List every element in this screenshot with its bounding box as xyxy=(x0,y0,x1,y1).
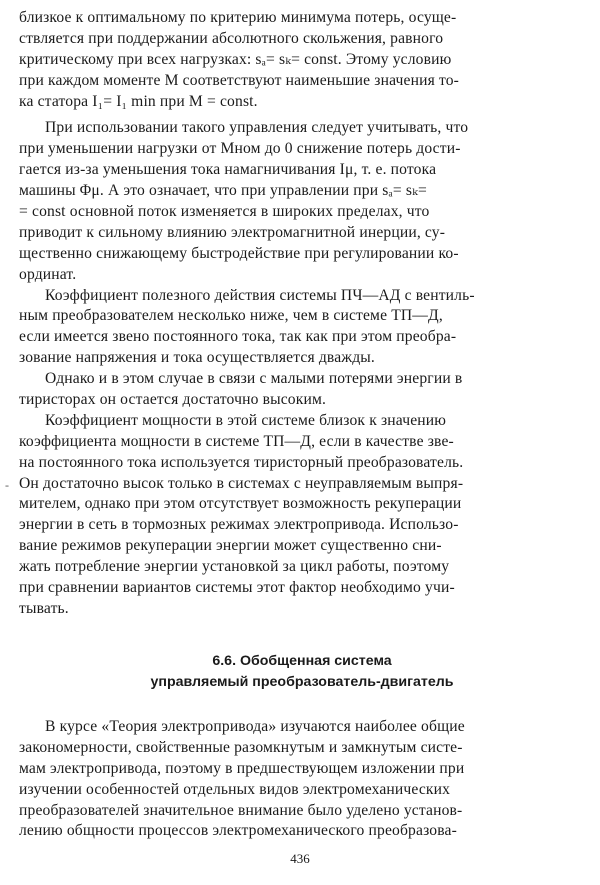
text-line: мам электропривода, поэтому в предшествующем изложении при xyxy=(19,759,465,777)
text-line: при каждом моменте M соответствуют наименьшие значения то- xyxy=(19,71,460,89)
text-line: если имеется звено постоянного тока, так как при этом преобра- xyxy=(19,328,457,346)
text-line: Однако и в этом случае в связи с малыми потерями энергии в xyxy=(45,370,463,388)
text-line: преобразователей значительное внимание было уделено установ- xyxy=(19,801,463,819)
text-line: лению общности процессов электромеханического преобразова- xyxy=(19,822,457,840)
text-line: закономерности, свойственные разомкнутым и замкнутым систе- xyxy=(19,738,463,756)
text-line: Коэффициент полезного действия системы ПЧ—АД с вентиль- xyxy=(45,286,475,304)
paragraph xyxy=(19,286,585,370)
text-line: ствляется при поддержании абсолютного скольжения, равного xyxy=(19,29,444,47)
text-line: В курсе «Теория электропривода» изучаются наиболее общие xyxy=(45,718,465,735)
text-line: мителем, однако при этом отсутствует возможность рекуперации xyxy=(19,495,462,513)
section-heading xyxy=(19,651,585,693)
text-line: вание режимов рекуперации энергии может существенно сни- xyxy=(19,537,442,555)
text-line: ка статора I₁= I₁ min при M = const. xyxy=(19,92,258,110)
text-line: Он достаточно высок только в системах с неуправляемым выпря- xyxy=(19,474,464,492)
text-line: зование напряжения и тока осуществляется дважды. xyxy=(19,349,375,367)
text-line: энергии в сеть в тормозных режимах электропривода. Использо- xyxy=(19,516,459,534)
text-line: тывать. xyxy=(19,599,69,617)
page-number: 436 xyxy=(290,851,310,866)
text-line: При использовании такого управления следует учитывать, что xyxy=(45,119,469,137)
text-line: тиристорах он остается достаточно высоким. xyxy=(19,391,327,409)
text-line: критическому при всех нагрузках: sₐ= sₖ= const. Этому условию xyxy=(19,50,452,68)
text-line: при сравнении вариантов системы этот фактор необходимо учи- xyxy=(19,579,455,597)
paragraph xyxy=(19,8,585,112)
text-line: гается из-за уменьшения тока намагничивания Iμ, т. е. потока xyxy=(19,161,437,179)
text-line: = const основной поток изменяется в широких пределах, что xyxy=(19,203,430,221)
section-title-line: управляемый преобразователь-двигатель xyxy=(150,674,454,690)
margin-mark: - xyxy=(5,478,9,492)
text-line: при уменьшении нагрузки от Mном до 0 снижение потерь дости- xyxy=(19,140,461,158)
section-paragraph xyxy=(19,717,585,842)
paragraph xyxy=(19,411,585,620)
text-line: приводит к сильному влиянию электромагнитной инерции, су- xyxy=(19,223,446,241)
text-line: щественно снижающему быстродействие при регулировании ко- xyxy=(19,244,459,262)
text-line: ординат. xyxy=(19,265,77,283)
text-line: на постоянного тока используется тиристорный преобразователь. xyxy=(19,453,464,471)
page-body xyxy=(19,8,585,620)
text-line: машины Φμ. А это означает, что при управлении при sₐ= sₖ= xyxy=(19,182,427,200)
paragraph xyxy=(19,369,585,411)
text-line: жать потребление энергии установкой за цикл работы, поэтому xyxy=(19,558,450,576)
section-title-line: 6.6. Обобщенная система xyxy=(212,653,392,669)
paragraph xyxy=(19,118,585,285)
text-line: близкое к оптимальному по критерию минимума потерь, осуще- xyxy=(19,9,457,26)
text-line: ным преобразователем несколько ниже, чем в системе ТП—Д, xyxy=(19,307,443,325)
text-line: Коэффициент мощности в этой системе близок к значению xyxy=(45,411,447,429)
text-line: изучении особенностей отдельных видов электромеханических xyxy=(19,780,451,798)
text-line: коэффициента мощности в системе ТП—Д, если в качестве зве- xyxy=(19,432,454,450)
